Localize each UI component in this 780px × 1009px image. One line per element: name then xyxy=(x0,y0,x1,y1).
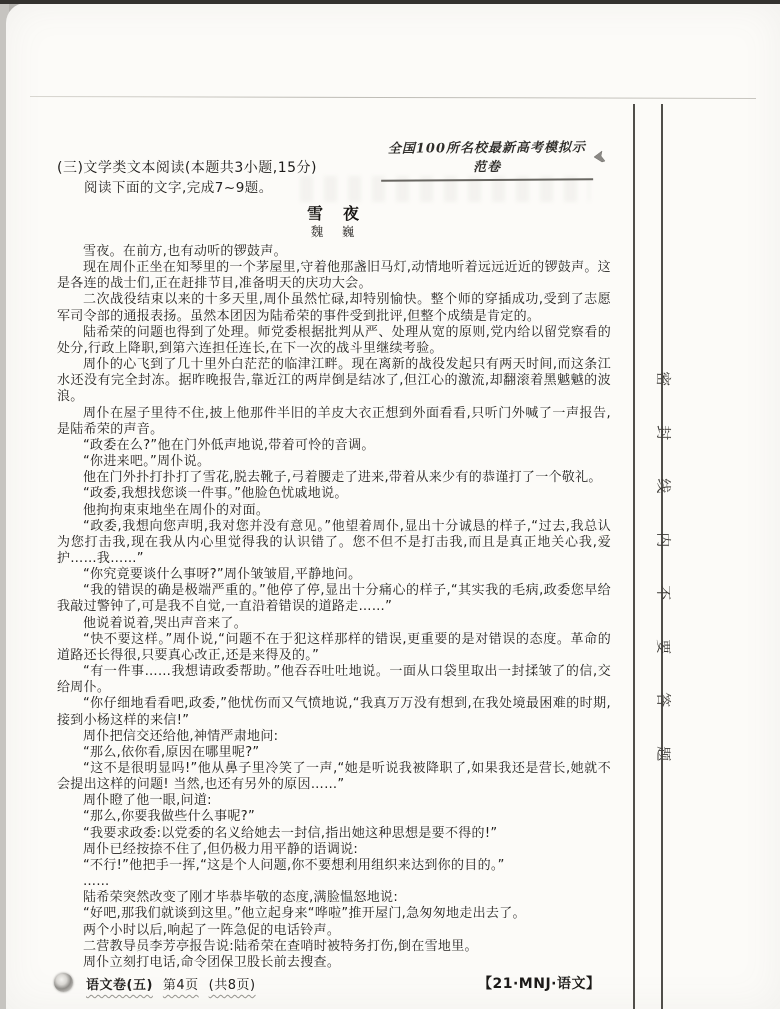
footer-paper-label: 语文卷(五) xyxy=(86,978,153,993)
footer-page-info xyxy=(86,974,256,993)
article-paragraph: 周仆已经按捺不住了,但仍极力用平静的语调说: xyxy=(83,841,359,857)
seal-character: 答 xyxy=(654,692,673,708)
exam-banner: 全国100所名校最新高考模拟示范卷 xyxy=(381,136,593,181)
reading-passage-section xyxy=(57,158,611,971)
scan-top-edge xyxy=(0,0,780,4)
section-instruction: 阅读下面的文字,完成7~9题。 xyxy=(84,180,273,196)
article-paragraph: 二营教导员李芳亭报告说:陆希荣在查哨时被特务打伤,倒在雪地里。 xyxy=(83,938,478,954)
article-paragraph: “你究竟要谈什么事呀?”周仆皱皱眉,平静地问。 xyxy=(83,567,362,583)
footer-total-label: (共8页) xyxy=(208,978,256,993)
article-paragraph: “好吧,那我们就谈到这里。”他立起身来“哗啦”推开屋门,急匆匆地走出去了。 xyxy=(83,906,526,922)
footer-code-label: 【21·MNJ·语文】 xyxy=(478,976,601,992)
seal-character: 内 xyxy=(654,531,673,547)
article-paragraph: 陆希荣突然改变了刚才毕恭毕敬的态度,满脸愠怒地说: xyxy=(83,890,399,906)
article-paragraph: “那么,你要我做些什么事呢?” xyxy=(83,809,256,825)
article-paragraph: “这不是很明显吗!”他从鼻子里冷笑了一声,“她是听说我被降职了,如果我还是营长,她就不会提出这样的问题! 当然,也还有另外的原因……” xyxy=(57,761,611,793)
article-paragraph: 陆希荣的问题也得到了处理。师党委根据批判从严、处理从宽的原则,党内给以留党察看的处分,行政上降职,到第六连担任连长,在下一次的战斗里继续考验。 xyxy=(57,324,611,356)
article-paragraph: …… xyxy=(83,874,110,890)
article-paragraph: 周仆在屋子里待不住,披上他那件半旧的羊皮大衣正想到外面看看,只听门外喊了一声报告,是陆希荣的声音。 xyxy=(57,405,611,437)
article-paragraph: 他拘拘束束地坐在周仆的对面。 xyxy=(83,502,270,518)
article-paragraph: 二次战役结束以来的十多天里,周仆虽然忙碌,却特别愉快。整个师的穿插成功,受到了志愿军司令部的通报表扬。虽然本团因为陆希荣的事件受到批评,但整个成绩是肯定的。 xyxy=(57,292,611,324)
article-paragraph: “快不要这样。”周仆说,“问题不在于犯这样那样的错误,更重要的是对错误的态度。革命的道路还长得很,只要真心改正,还是来得及的。” xyxy=(57,631,611,663)
seal-character: 密 xyxy=(654,371,673,387)
article-paragraph: 两个小时以后,响起了一阵急促的电话铃声。 xyxy=(83,922,341,938)
seal-character: 封 xyxy=(654,424,673,440)
article-paragraph: “政委,我想找您谈一件事。”他脸色忧戚地说。 xyxy=(83,486,348,502)
seal-character: 要 xyxy=(654,638,673,654)
article-paragraph: 他说着说着,哭出声音来了。 xyxy=(83,615,248,631)
article-title: 雪 夜 xyxy=(306,204,361,223)
article-paragraph: “政委,我想向您声明,我对您并没有意见。”他望着周仆,显出十分诚恳的样子,“过去,我总认为您打击我,现在我从内心里觉得我的认识错了。您不但不是打击我,而且是真正地关心我,爱护……我……” xyxy=(57,518,611,566)
article-paragraph: “不行!”他把手一挥,“这是个人问题,你不要想利用组织来达到你的目的。” xyxy=(83,857,505,873)
article-paragraph: 周仆把信交还给他,神情严肃地问: xyxy=(83,728,279,744)
article-paragraph: 周仆立刻打电话,命令团保卫股长前去搜查。 xyxy=(83,954,341,970)
article-paragraph: “你仔细地看看吧,政委,”他忧伤而又气愤地说,“我真万万没有想到,在我处境最困难的时期,接到小杨这样的来信!” xyxy=(57,696,611,728)
section-heading: (三)文学类文本阅读(本题共3小题,15分) xyxy=(57,160,318,176)
binding-hole-emblem xyxy=(54,973,73,992)
article-paragraph: “有一件事……我想请政委帮助。”他吞吞吐吐地说。一面从口袋里取出一封揉皱了的信,交给周仆。 xyxy=(57,664,611,696)
article-paragraph: “你进来吧。”周仆说。 xyxy=(83,454,211,470)
article-paragraph: 雪夜。在前方,也有动听的锣鼓声。 xyxy=(83,244,287,259)
seal-strip-text xyxy=(633,0,673,1009)
article-paragraph: 他在门外扑打扑打了雪花,脱去靴子,弓着腰走了进来,带着从来少有的恭谨打了一个敬礼。 xyxy=(83,470,602,486)
article-paragraph: 现在周仆正坐在知琴里的一个茅屋里,守着他那盏旧马灯,动情地听着远远近近的锣鼓声。这是各连的战士们,正在赶排节目,准备明天的庆功大会。 xyxy=(57,260,611,292)
article-paragraph: “我的错误的确是极端严重的。”他停了停,显出十分痛心的样子,“其实我的毛病,政委您早给我敲过警钟了,可是我不自觉,一直沿着错误的道路走……” xyxy=(57,583,611,615)
article-paragraph: 周仆瞪了他一眼,问道: xyxy=(83,793,212,809)
article-author: 魏 巍 xyxy=(310,224,358,239)
seal-character: 线 xyxy=(654,478,673,494)
article-paragraph: “那么,依你看,原因在哪里呢?” xyxy=(83,744,260,760)
article-paragraph: “我要求政委:以党委的名义给她去一封信,指出她这种思想是要不得的!” xyxy=(83,825,498,841)
footer-page-label: 第4页 xyxy=(162,978,199,993)
seal-character: 不 xyxy=(654,585,673,601)
article-paragraph: 周仆的心飞到了几十里外白茫茫的临津江畔。现在离新的战役发起只有两天时间,而这条江水还没有完全封冻。据昨晚报告,靠近江的两岸倒是结冰了,但江心的激流,却翻滚着黑魆魆的波浪。 xyxy=(57,357,611,405)
article-paragraphs xyxy=(57,244,611,971)
article-paragraph: “政委在么?”他在门外低声地说,带着可怜的音调。 xyxy=(83,437,375,453)
seal-character: 题 xyxy=(654,745,673,761)
